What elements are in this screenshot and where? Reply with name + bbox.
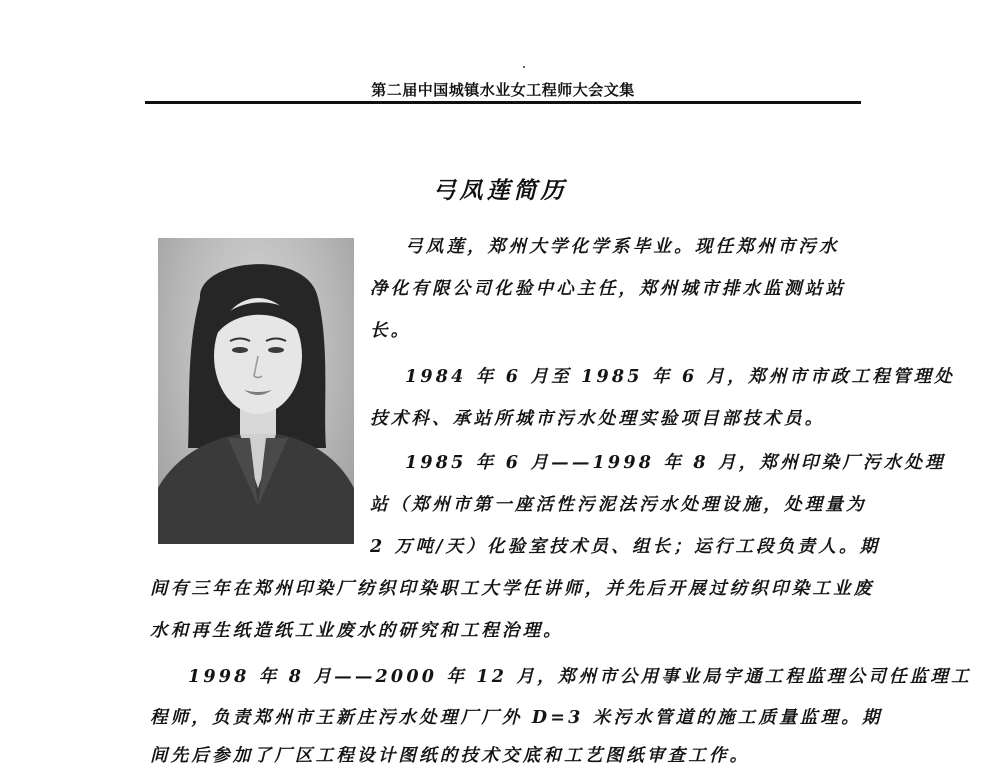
paragraph-line: 净化有限公司化验中心主任，郑州城市排水监测站站: [370, 279, 847, 299]
paragraph-line: 1984 年 6 月至 1985 年 6 月，郑州市市政工程管理处: [405, 367, 956, 387]
portrait-photo: [158, 238, 354, 544]
speck: [523, 66, 525, 68]
header-rule: [145, 101, 861, 104]
paragraph-line: 2 万吨/天）化验室技术员、组长；运行工段负责人。期: [370, 537, 881, 557]
running-header: 第二届中国城镇水业女工程师大会文集: [371, 81, 635, 99]
paragraph-line: 间有三年在郑州印染厂纺织印染职工大学任讲师，并先后开展过纺织印染工业废: [150, 579, 875, 599]
portrait-icon: [158, 238, 354, 544]
paragraph-line: 程师，负责郑州市王新庄污水处理厂厂外 D=3 米污水管道的施工质量监理。期: [150, 708, 883, 728]
paragraph-line: 长。: [370, 321, 412, 341]
paragraph-line: 弓凤莲，郑州大学化学系毕业。现任郑州市污水: [405, 237, 840, 257]
paragraph-line: 站（郑州市第一座活性污泥法污水处理设施，处理量为: [370, 495, 867, 515]
paragraph-line: 1985 年 6 月——1998 年 8 月，郑州印染厂污水处理: [405, 453, 946, 473]
paragraph-line: 间先后参加了厂区工程设计图纸的技术交底和工艺图纸审查工作。: [150, 746, 751, 766]
paragraph-line: 水和再生纸造纸工业废水的研究和工程治理。: [150, 621, 564, 641]
paragraph-line: 技术科、承站所城市污水处理实验项目部技术员。: [370, 409, 826, 429]
article-title: 弓凤莲简历: [432, 177, 568, 204]
paragraph-line: 1998 年 8 月——2000 年 12 月，郑州市公用事业局宇通工程监理公司任监理工: [188, 667, 972, 687]
